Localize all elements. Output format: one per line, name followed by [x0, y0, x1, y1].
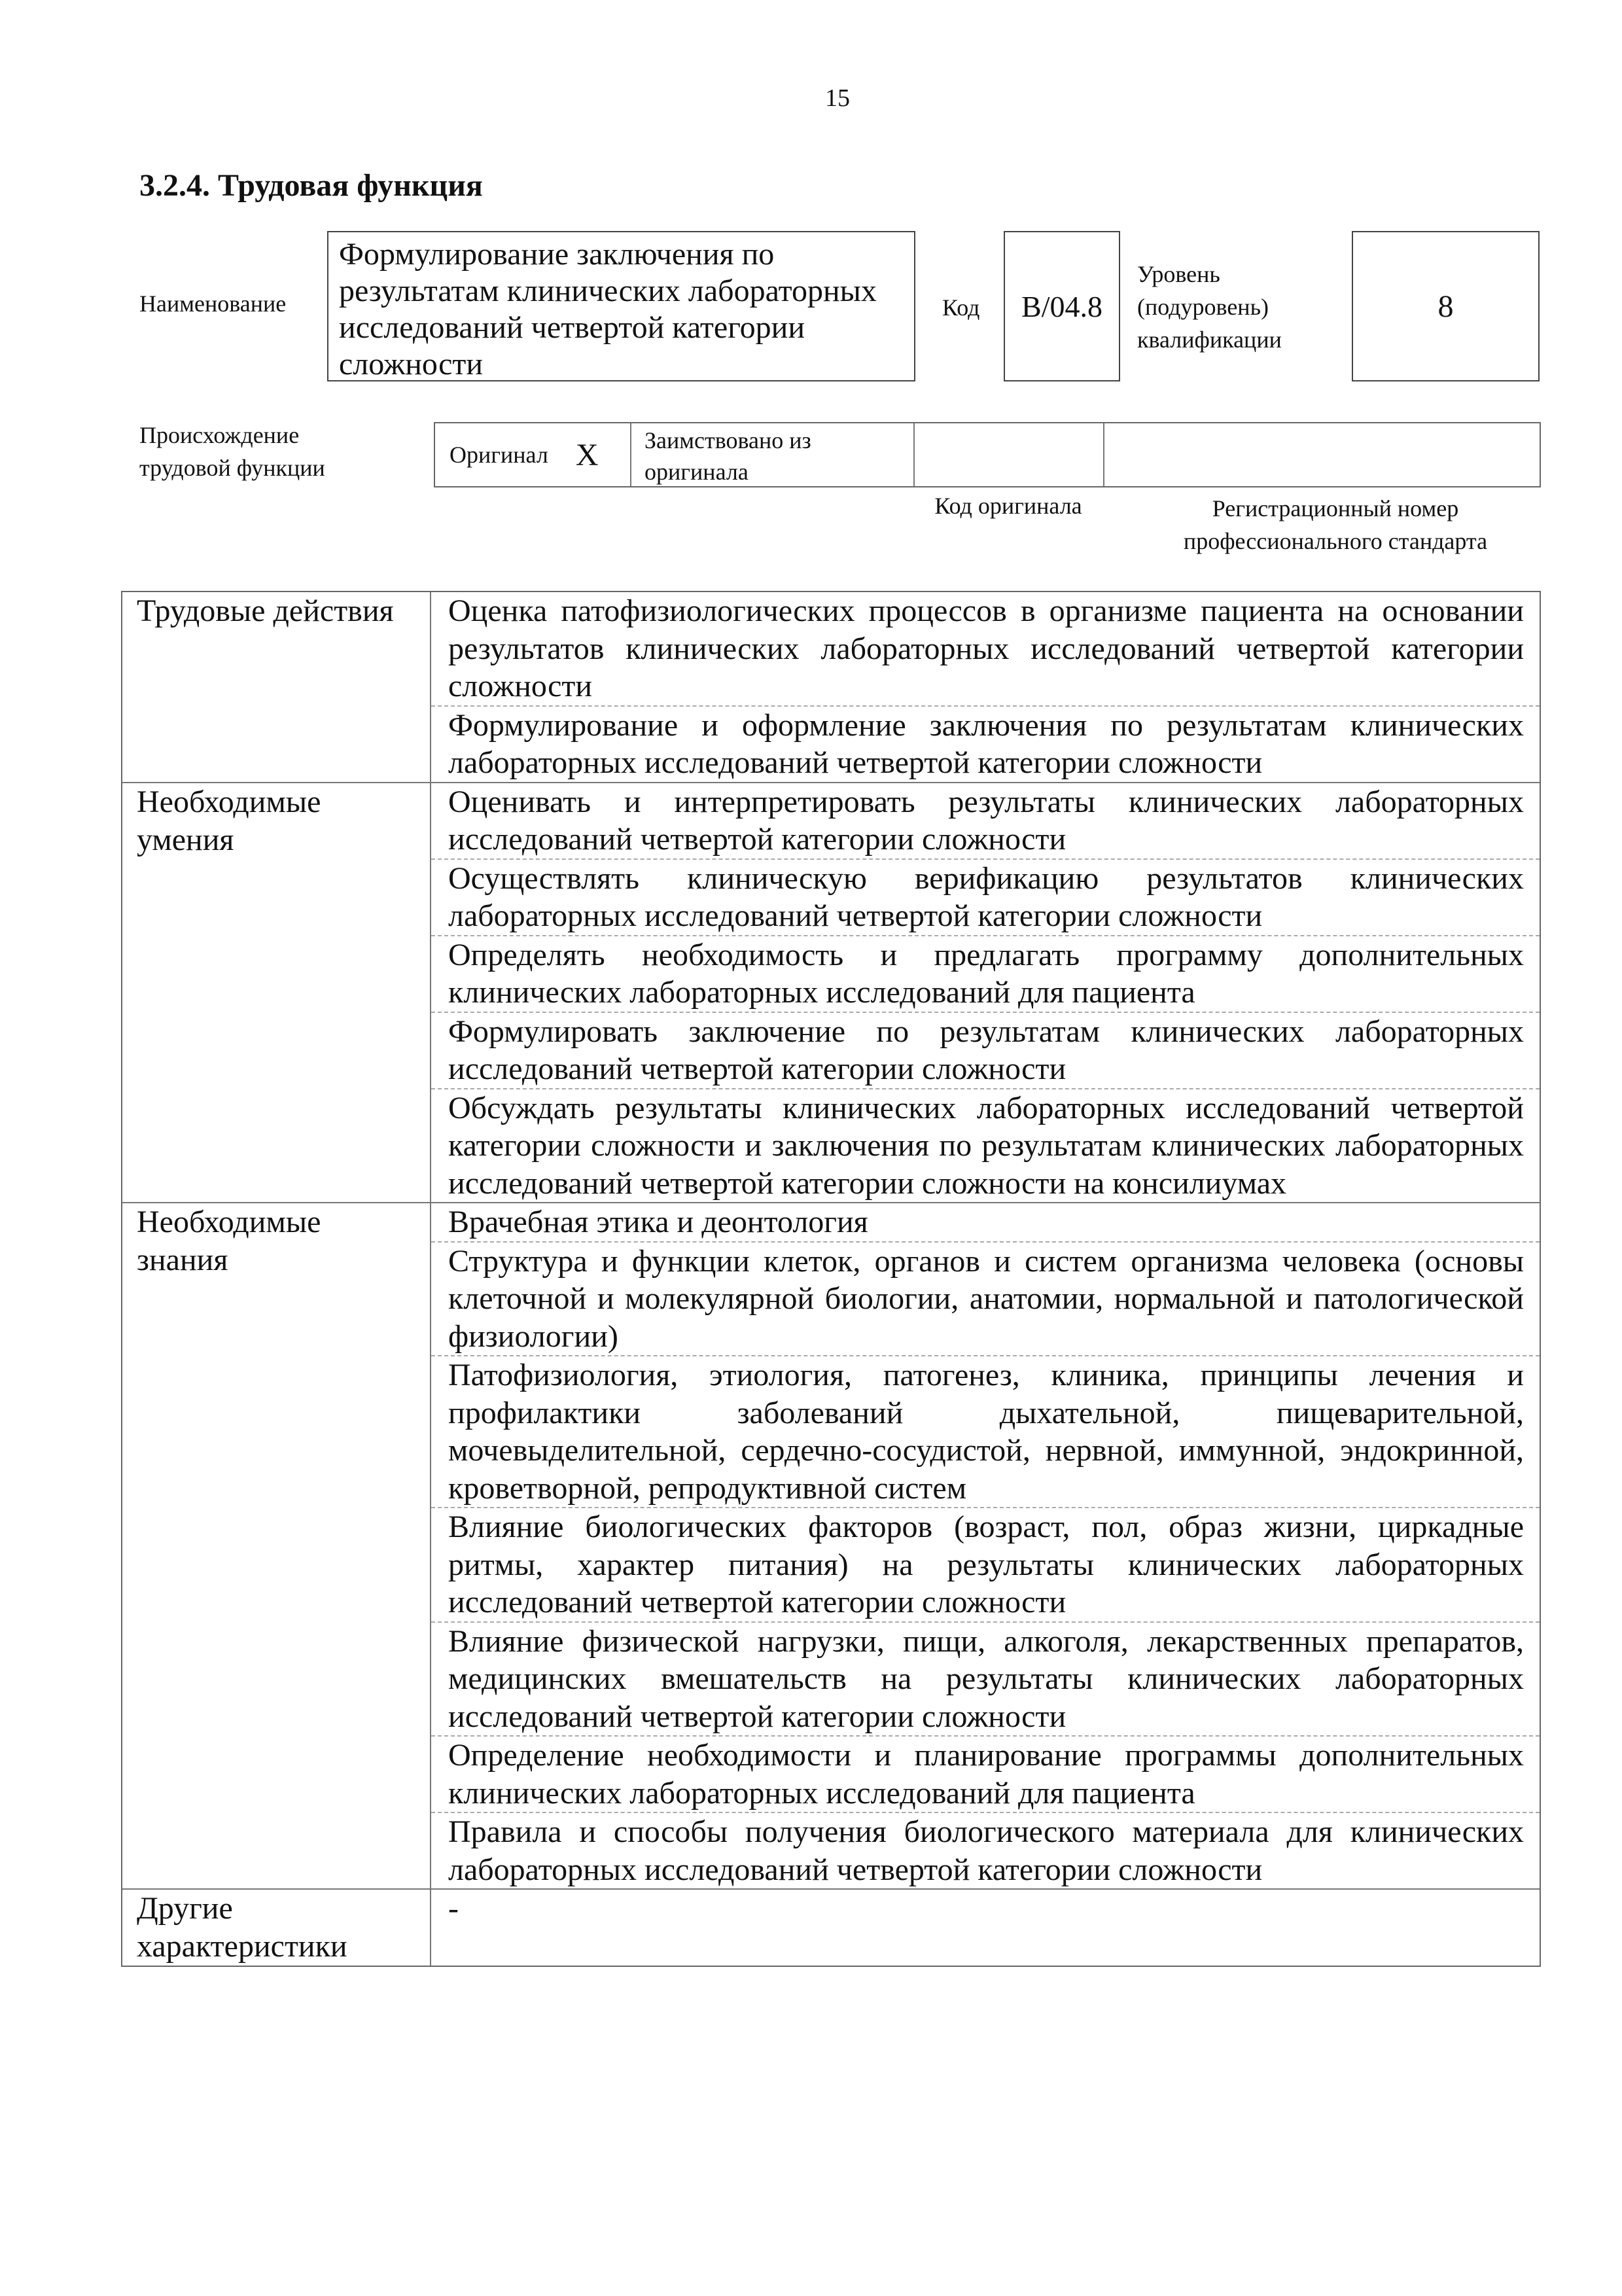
level-value: 8 [1352, 231, 1540, 381]
table-item: Определять необходимость и предлагать программу дополнительных клинических лабораторных исследований для пациента [431, 935, 1540, 1012]
table-item: Влияние физической нагрузки, пищи, алкоголя, лекарственных препаратов, медицинских вмешательств на результаты клинических лабораторных исследований четвертой категории сложности [431, 1621, 1540, 1736]
table-item: Структура и функции клеток, органов и систем организма человека (основы клеточной и молекулярной биологии, анатомии, нормальной и патологической физиологии) [431, 1241, 1540, 1356]
table-group [122, 782, 1540, 1203]
section-title: 3.2.4. Трудовая функция [139, 168, 483, 203]
group-items [431, 783, 1540, 1203]
table-item: Осуществлять клиническую верификацию результатов клинических лабораторных исследований четвертой категории сложности [431, 858, 1540, 935]
group-items [431, 1203, 1540, 1888]
table-item: Обсуждать результаты клинических лабораторных исследований четвертой категории сложности и заключения по результатам клинических лабораторных исследований четвертой категории сложности на консилиумах [431, 1088, 1540, 1203]
code-value: B/04.8 [1004, 231, 1120, 381]
level-label: Уровень (подуровень) квалификации [1137, 261, 1282, 353]
table-item: Определение необходимости и планирование программы дополнительных клинических лабораторных исследований для пациента [431, 1735, 1540, 1812]
table-item: Патофизиология, этиология, патогенез, клиника, принципы лечения и профилактики заболеваний дыхательной, пищеварительной, мочевыделительной, сердечно-сосудистой, нервной, иммунной, эндокринной, кроветворной, репродуктивной систем [431, 1355, 1540, 1507]
table-item: Формулировать заключение по результатам клинических лабораторных исследований четвертой категории сложности [431, 1012, 1540, 1088]
page-number: 15 [825, 84, 850, 112]
group-label: Необходимые знания [122, 1203, 431, 1888]
name-label: Наименование [139, 291, 287, 317]
function-table [121, 591, 1541, 1967]
table-group [122, 1202, 1540, 1888]
group-label: Трудовые действия [122, 592, 431, 782]
table-item: Оценка патофизиологических процессов в организме пациента на основании результатов клинических лабораторных исследований четвертой категории сложности [448, 593, 1524, 703]
borrowed-label: Заимствовано из оригинала [631, 423, 915, 486]
origin-label: Происхождение трудовой функции [139, 422, 325, 481]
group-items [431, 592, 1540, 782]
table-group [122, 592, 1540, 782]
name-value: Формулирование заключения по результатам клинических лабораторных исследований четвертой категории сложности [327, 231, 915, 381]
group-label: Необходимые умения [122, 783, 431, 1203]
registration-number-cell [1104, 423, 1540, 486]
original-cell [435, 423, 631, 486]
original-label: Оригинал [450, 442, 548, 468]
original-mark: X [575, 437, 599, 472]
table-item: - [448, 1891, 459, 1926]
original-code-cell [915, 423, 1104, 486]
table-item: Формулирование и оформление заключения по результатам клинических лабораторных исследований четвертой категории сложности [431, 705, 1540, 782]
table-item: Оценивать и интерпретировать результаты клинических лабораторных исследований четвертой категории сложности [448, 784, 1524, 857]
origin-table [434, 422, 1541, 487]
table-item: Правила и способы получения биологического материала для клинических лабораторных исследований четвертой категории сложности [431, 1812, 1540, 1888]
group-items [431, 1890, 1540, 1966]
table-item: Влияние биологических факторов (возраст, пол, образ жизни, циркадные ритмы, характер питания) на результаты клинических лабораторных исследований четвертой категории сложности [431, 1507, 1540, 1621]
caption-registration-number: Регистрационный номер профессионального стандарта [1183, 495, 1488, 554]
caption-original-code: Код оригинала [934, 493, 1082, 519]
table-group [122, 1888, 1540, 1966]
group-label: Другие характеристики [122, 1890, 431, 1966]
code-label: Код [942, 294, 980, 321]
table-item: Врачебная этика и деонтология [448, 1205, 868, 1239]
